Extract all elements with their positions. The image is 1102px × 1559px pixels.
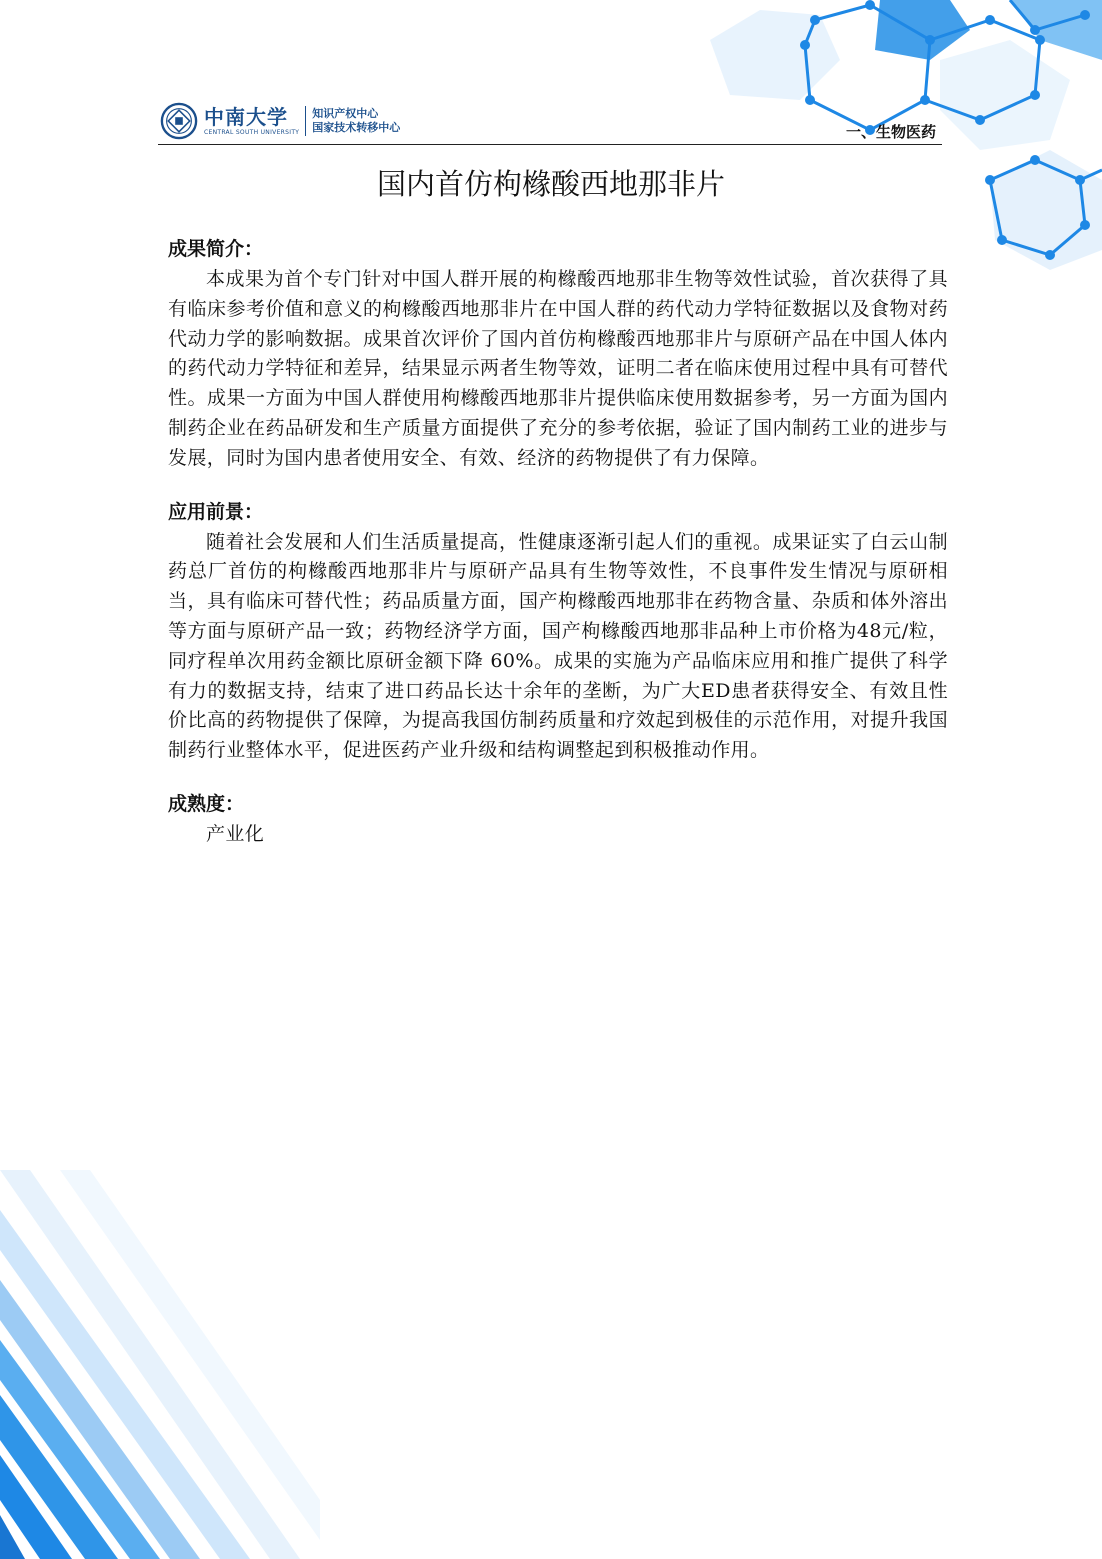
header-divider [158,144,942,145]
section-body-prospects: 随着社会发展和人们生活质量提高，性健康逐渐引起人们的重视。成果证实了白云山制药总厂首仿的枸橼酸西地那非片与原研产品具有生物等效性，不良事件发生情况与原研相当，具有临床可替代性；药品质量方面，国产枸橼酸西地那非在药物含量、杂质和体外溶出等方面与原研产品一致；药物经济学方面，国产枸橼酸西地那非品种上市价格为48元/粒，同疗程单次用药金额比原研金额下降 60%。成果的实施为产品临床应用和推广提供了科学有力的数据支持，结束了进口药品长达十余年的垄断，为广大ED患者获得安全、有效且性价比高的药物提供了保障，为提高我国仿制药质量和疗效起到极佳的示范作用，对提升我国制药行业整体水平，促进医药产业升级和结构调整起到积极推动作用。 [168,530,948,762]
section-heading-summary: 成果简介： [168,238,264,260]
logo-divider [305,106,306,136]
section-body-summary: 本成果为首个专门针对中国人群开展的枸橼酸西地那非生物等效性试验，首次获得了具有临床参考价值和意义的枸橼酸西地那非片在中国人群的药代动力学特征数据以及食物对药代动力学的影响数据。成果首次评价了国内首仿枸橼酸西地那非片与原研产品在中国人体内的药代动力学特征和差异，结果显示两者生物等效，证明二者在临床使用过程中具有可替代性。成果一方面为中国人群使用枸橼酸西地那非片提供临床使用数据参考，另一方面为国内制药企业在药品研发和生产质量方面提供了充分的参考依据，验证了国内制药工业的进步与发展，同时为国内患者使用安全、有效、经济的药物提供了有力保障。 [168,268,948,469]
section-body-maturity: 产业化 [206,822,265,845]
org-name-line2: 国家技术转移中心 [312,121,401,134]
org-name-line1: 知识产权中心 [312,107,379,120]
section-heading-prospects: 应用前景： [168,500,264,523]
section-heading-maturity: 成熟度： [168,792,245,815]
category-label: 一、生物医药 [845,123,936,141]
university-logo [160,100,400,142]
university-name-en: CENTRAL SOUTH UNIVERSITY [204,128,300,136]
university-name: 中南大学 [204,104,288,129]
page-title: 国内首仿枸橼酸西地那非片 [376,167,725,201]
stripe-decoration-bottom [0,1170,320,1559]
university-seal-icon [160,102,198,140]
document-body [168,233,948,850]
